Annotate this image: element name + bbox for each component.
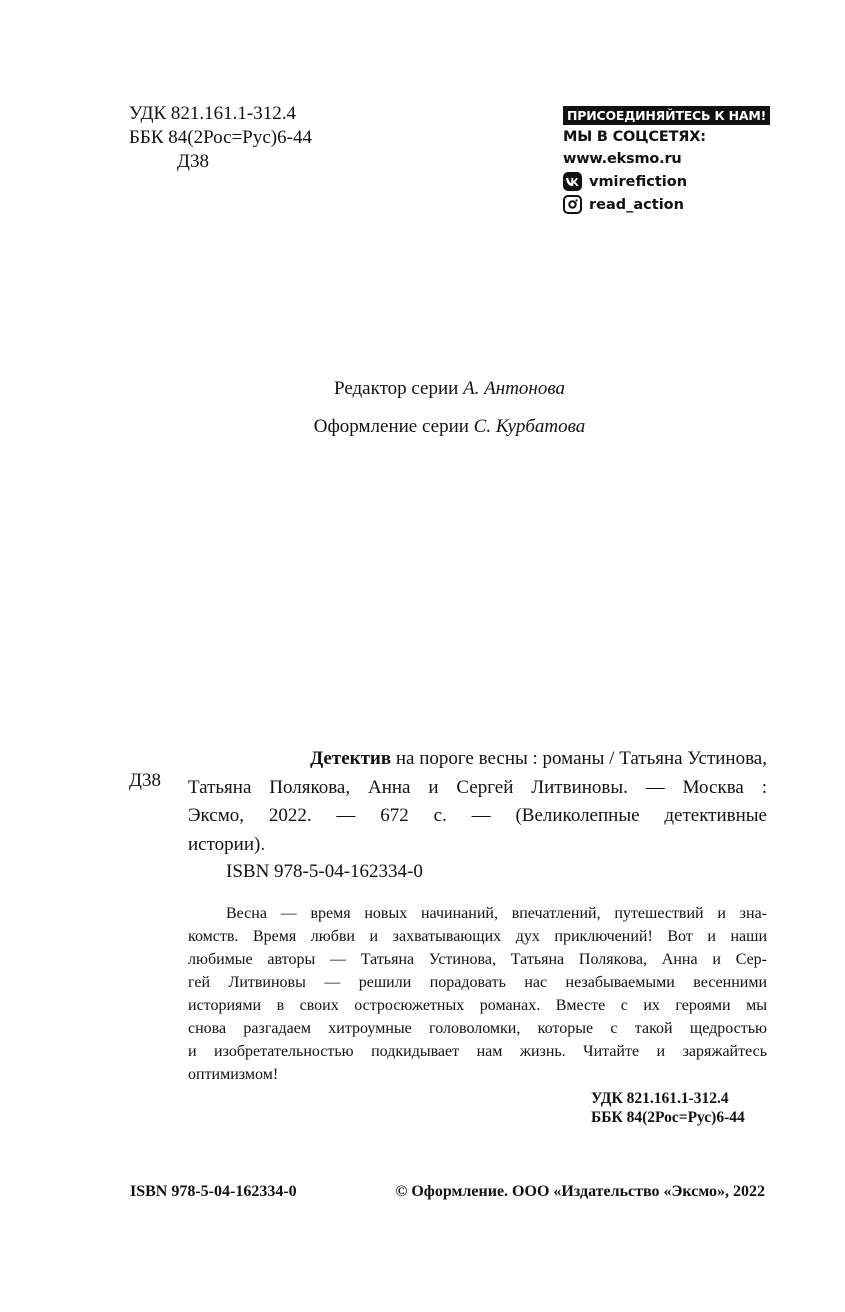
biblio-line-4: истории). (188, 833, 266, 855)
website-link[interactable]: www.eksmo.ru (563, 151, 682, 167)
isbn-record: ISBN 978-5-04-162334-0 (226, 861, 423, 882)
annotation-line: комств. Время любви и захватывающих дух приключений! Вот и наши (188, 928, 767, 945)
biblio-line-2: Татьяна Полякова, Анна и Сергей Литвиновы. — Москва : (188, 776, 767, 798)
series-design-name: С. Курбатова (473, 416, 586, 437)
instagram-handle: read_action (589, 196, 684, 213)
annotation-line: и изобретательностью подкидывает нам жизнь. Читайте и заряжайтесь (188, 1043, 767, 1060)
instagram-row[interactable] (563, 193, 770, 216)
classification-block (129, 102, 312, 174)
series-design-line (0, 416, 845, 438)
vk-handle: vmirefiction (589, 173, 688, 190)
biblio-line-1 (188, 745, 767, 774)
annotation-line: Весна — время новых начинаний, впечатлений, путешествий и зна- (226, 905, 767, 922)
bibliographic-record (188, 745, 767, 859)
udk-code: УДК 821.161.1-312.4 (129, 103, 296, 124)
bottom-classification (591, 1089, 745, 1127)
annotation-line: историями в своих остросюжетных романах. Вместе с их героями мы (188, 997, 767, 1014)
author-mark: Д38 (177, 151, 209, 172)
bottom-udk: УДК 821.161.1-312.4 (591, 1090, 729, 1107)
social-block (563, 106, 770, 216)
annotation (188, 902, 767, 1086)
series-design-label: Оформление серии (313, 416, 469, 437)
join-us-banner: ПРИСОЕДИНЯЙТЕСЬ К НАМ! (563, 106, 770, 125)
annotation-line: оптимизмом! (188, 1066, 279, 1083)
vk-icon (563, 172, 582, 191)
series-editor-label: Редактор серии (334, 378, 459, 399)
series-editor-name: А. Антонова (463, 378, 565, 399)
catalog-code: Д38 (129, 770, 161, 791)
footer-copyright: © Оформление. ООО «Издательство «Эксмо», 2022 (395, 1183, 765, 1200)
instagram-icon (563, 195, 582, 214)
book-title: Детектив (310, 748, 392, 769)
vk-row[interactable] (563, 170, 770, 193)
social-networks-label: МЫ В СОЦСЕТЯХ: (563, 129, 706, 145)
bottom-bbk: ББК 84(2Рос=Рус)6-44 (591, 1109, 745, 1126)
footer-isbn: ISBN 978-5-04-162334-0 (130, 1183, 297, 1200)
biblio-line-3: Эксмо, 2022. — 672 с. — (Великолепные детективные (188, 805, 767, 826)
annotation-line: гей Литвиновы — решили порадовать нас незабываемыми весенними (188, 974, 767, 991)
biblio-line-1-rest: на пороге весны : романы / Татьяна Устинова, (391, 748, 767, 769)
annotation-line: снова разгадаем хитроумные головоломки, которые с такой щедростью (188, 1020, 767, 1037)
series-editor-line (0, 378, 845, 400)
annotation-line: любимые авторы — Татьяна Устинова, Татьяна Полякова, Анна и Сер- (188, 951, 767, 968)
bbk-code: ББК 84(2Рос=Рус)6-44 (129, 127, 312, 148)
